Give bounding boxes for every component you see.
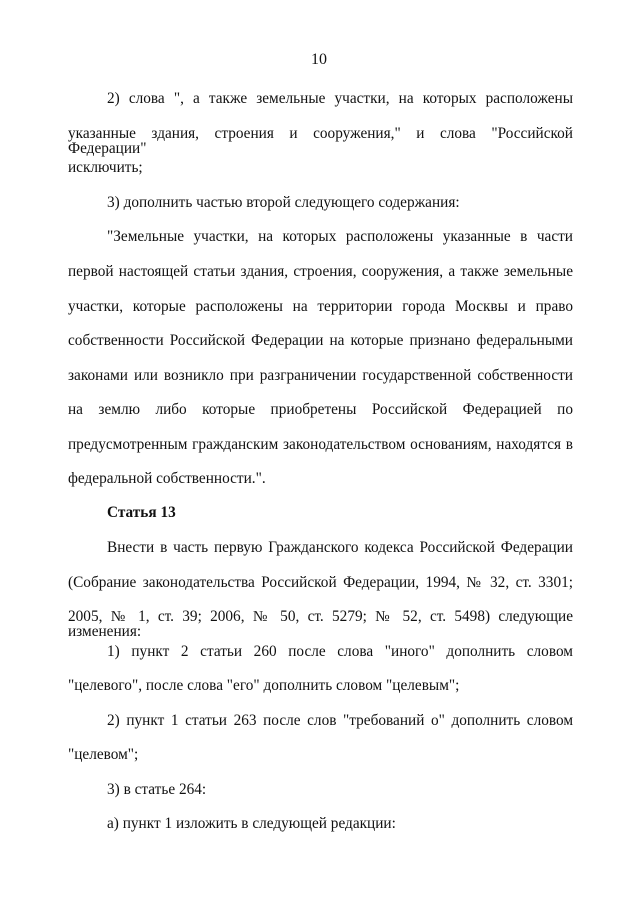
text-line: 3) дополнить частью второй следующего содержания:	[107, 194, 460, 211]
text-line: 2005, № 1, ст. 39; 2006, № 50, ст. 5279; № 52, ст. 5498) следующие изменения:	[68, 608, 573, 641]
text-line: предусмотренным гражданским законодательством основаниям, находятся в	[68, 436, 573, 453]
text-line: исключить;	[68, 159, 143, 176]
text-line: на землю либо которые приобретены Российской Федерацией по	[68, 401, 573, 418]
text-line: первой настоящей статьи здания, строения, сооружения, а также земельные	[68, 263, 573, 280]
text-line: указанные здания, строения и сооружения," и слова "Российской Федерации"	[68, 125, 573, 158]
text-line: участки, которые расположены на территории города Москвы и право	[68, 298, 573, 315]
text-line: "целевом";	[68, 746, 139, 763]
text-line: законами или возникло при разграничении государственной собственности	[68, 367, 573, 384]
page-number: 10	[311, 51, 327, 68]
text-line: 3) в статье 264:	[107, 781, 207, 798]
text-line: "Земельные участки, на которых расположены указанные в части	[107, 228, 573, 245]
text-line: федеральной собственности.".	[68, 470, 266, 487]
text-line: собственности Российской Федерации на которые признано федеральными	[68, 332, 573, 349]
text-line: 2) пункт 1 статьи 263 после слов "требований о" дополнить словом	[107, 712, 573, 729]
text-line: 2) слова ", а также земельные участки, на которых расположены	[107, 90, 573, 107]
text-line: (Собрание законодательства Российской Федерации, 1994, № 32, ст. 3301;	[68, 574, 573, 591]
text-line: а) пункт 1 изложить в следующей редакции:	[107, 815, 396, 832]
text-line: Внести в часть первую Гражданского кодекса Российской Федерации	[107, 539, 573, 556]
article-heading: Статья 13	[107, 504, 176, 521]
text-line: 1) пункт 2 статьи 260 после слова "иного" дополнить словом	[107, 643, 573, 660]
text-line: "целевого", после слова "его" дополнить словом "целевым";	[68, 677, 460, 694]
